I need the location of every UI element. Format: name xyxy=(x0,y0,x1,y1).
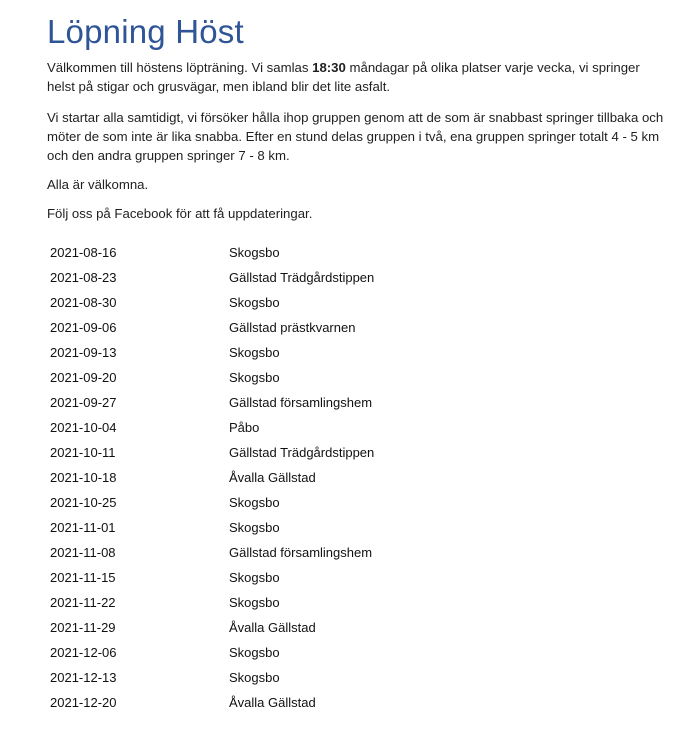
meeting-time: 18:30 xyxy=(312,60,346,75)
schedule-place: Gällstad Trädgårdstippen xyxy=(229,445,375,460)
info-paragraph: Vi startar alla samtidigt, vi försöker hålla ihop gruppen genom att de som är snabbast springer tillbaka och möter de som inte är lika snabba. Efter en stund delas gruppen i två, ena gruppen springer totalt 4 - 5 km och den andra gruppen springer 7 - 8 km. xyxy=(47,110,664,163)
schedule-place: Gällstad Trädgårdstippen xyxy=(229,270,375,285)
table-row xyxy=(50,315,550,340)
table-row xyxy=(50,490,550,515)
schedule-table xyxy=(50,240,550,715)
intro-text-end: måndagar på olika platser varje vecka, vi springer helst på stigar och grusvägar, men ibland blir det lite asfalt. xyxy=(47,60,640,94)
schedule-place: Skogsbo xyxy=(229,520,280,535)
schedule-place: Påbo xyxy=(229,420,260,435)
schedule-date: 2021-09-13 xyxy=(50,345,117,360)
schedule-date: 2021-10-11 xyxy=(50,445,116,460)
schedule-date: 2021-08-30 xyxy=(50,295,117,310)
schedule-place: Åvalla Gällstad xyxy=(229,620,316,635)
schedule-place: Åvalla Gällstad xyxy=(229,470,316,485)
table-row xyxy=(50,540,550,565)
schedule-date: 2021-08-23 xyxy=(50,270,117,285)
table-row xyxy=(50,240,550,265)
schedule-date: 2021-10-18 xyxy=(50,470,117,485)
table-row xyxy=(50,690,550,715)
table-row xyxy=(50,390,550,415)
schedule-date: 2021-11-15 xyxy=(50,570,116,585)
table-row xyxy=(50,290,550,315)
schedule-place: Skogsbo xyxy=(229,345,280,360)
schedule-date: 2021-09-20 xyxy=(50,370,117,385)
table-row xyxy=(50,590,550,615)
schedule-place: Gällstad församlingshem xyxy=(229,545,373,560)
schedule-date: 2021-11-29 xyxy=(50,620,116,635)
schedule-place: Gällstad prästkvarnen xyxy=(229,320,356,335)
schedule-place: Gällstad församlingshem xyxy=(229,395,373,410)
table-row xyxy=(50,415,550,440)
schedule-date: 2021-09-06 xyxy=(50,320,117,335)
table-row xyxy=(50,365,550,390)
table-row xyxy=(50,440,550,465)
table-row xyxy=(50,565,550,590)
schedule-place: Skogsbo xyxy=(229,645,280,660)
schedule-date: 2021-11-22 xyxy=(50,595,116,610)
table-row xyxy=(50,465,550,490)
schedule-date: 2021-12-13 xyxy=(50,670,117,685)
schedule-date: 2021-10-04 xyxy=(50,420,117,435)
welcome-paragraph: Alla är välkomna. xyxy=(47,177,149,192)
schedule-place: Skogsbo xyxy=(229,245,280,260)
schedule-place: Skogsbo xyxy=(229,495,280,510)
facebook-paragraph: Följ oss på Facebook för att få uppdateringar. xyxy=(47,206,313,221)
table-row xyxy=(50,665,550,690)
table-row xyxy=(50,265,550,290)
schedule-date: 2021-12-20 xyxy=(50,695,117,710)
schedule-date: 2021-08-16 xyxy=(50,245,117,260)
intro-text-start: Välkommen till höstens löpträning. Vi samlas xyxy=(47,60,313,75)
schedule-date: 2021-11-08 xyxy=(50,545,116,560)
table-row xyxy=(50,515,550,540)
table-row xyxy=(50,615,550,640)
schedule-date: 2021-10-25 xyxy=(50,495,117,510)
page-title: Löpning Höst xyxy=(47,13,244,50)
schedule-place: Skogsbo xyxy=(229,295,280,310)
table-row xyxy=(50,640,550,665)
schedule-place: Skogsbo xyxy=(229,370,280,385)
schedule-place: Skogsbo xyxy=(229,570,280,585)
schedule-date: 2021-12-06 xyxy=(50,645,117,660)
schedule-place: Åvalla Gällstad xyxy=(229,695,316,710)
schedule-date: 2021-11-01 xyxy=(50,520,116,535)
schedule-place: Skogsbo xyxy=(229,670,280,685)
table-row xyxy=(50,340,550,365)
schedule-date: 2021-09-27 xyxy=(50,395,117,410)
intro-paragraph xyxy=(47,58,667,96)
schedule-place: Skogsbo xyxy=(229,595,280,610)
document-page xyxy=(47,10,667,223)
